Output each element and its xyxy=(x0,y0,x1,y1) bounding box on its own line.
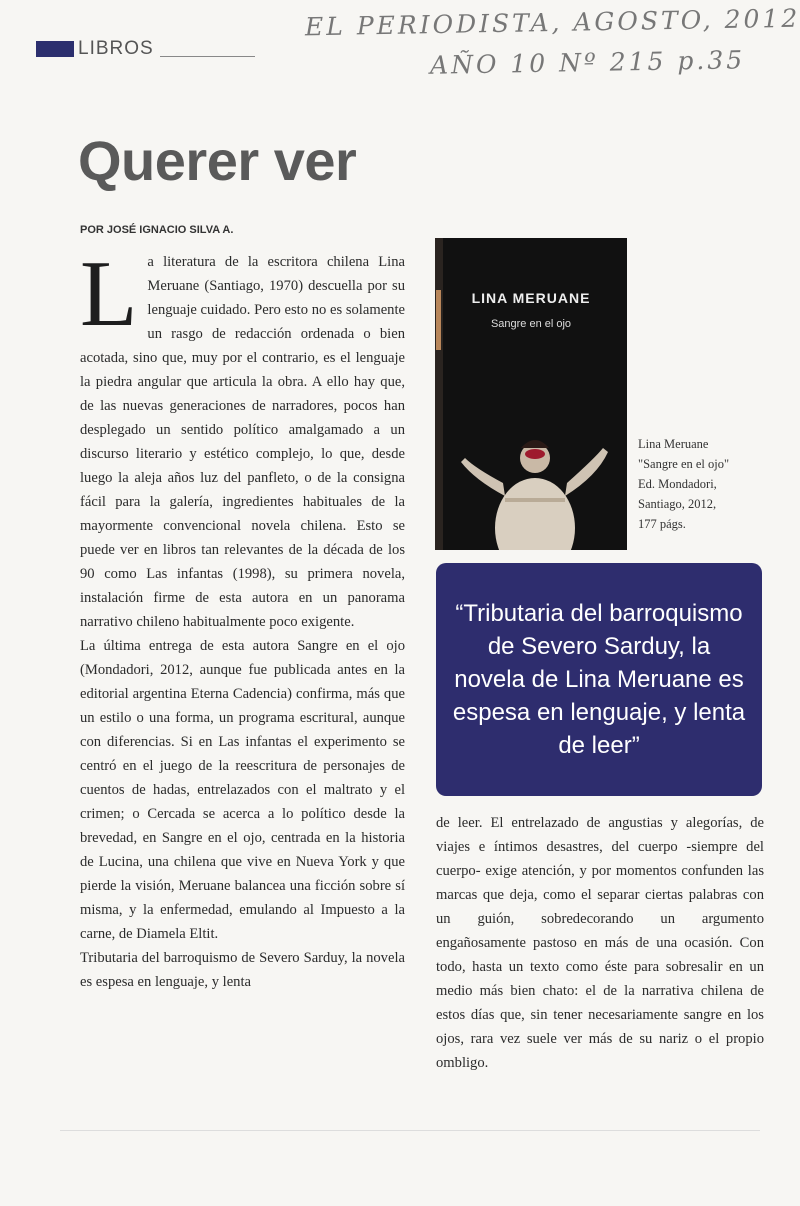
paragraph-3: Tributaria del barroquismo de Severo Sarduy, la novela es espesa en lenguaje, y lenta xyxy=(80,950,405,990)
caption-line: "Sangre en el ojo" xyxy=(638,457,730,471)
column-right xyxy=(436,811,764,1075)
cover-author: LINA MERUANE xyxy=(471,290,591,306)
drop-cap: L xyxy=(80,242,138,346)
section-bar xyxy=(36,41,74,57)
book-caption xyxy=(638,434,758,534)
cover-title: Sangre en el ojo xyxy=(490,318,572,330)
paragraph-4: de leer. El entrelazado de angustias y alegorías, de viajes e íntimos desastres, del cuerpo -siempre del cuerpo- exige atención, y por momentos confunden las marcas que deja, como el separar ciertas palabras con un guión, sobredecorando un argumento engañosamente pastoso en más de una ocasión. Con todo, hasta un texto como éste para sobresalir en un medio más bien chato: el de la narrativa chilena de estos días que, sin tener necesariamente sangre en los ojos, rara vez suele ver más de su nariz o el propio ombligo. xyxy=(436,815,764,1071)
section-rule xyxy=(160,56,255,57)
cover-figure-illustration xyxy=(435,388,627,550)
section-label: LIBROS xyxy=(78,38,154,59)
pull-quote-box xyxy=(436,563,762,796)
pull-quote-text: “Tributaria del barroquismo de Severo Sarduy, la novela de Lina Meruane es espesa en lenguaje, y lenta de leer” xyxy=(452,600,746,759)
bottom-rule xyxy=(60,1130,760,1131)
section-header xyxy=(36,38,255,60)
caption-line: Santiago, 2012, xyxy=(638,497,717,511)
paragraph-1-text: a literatura de la escritora chilena Lina Meruane (Santiago, 1970) descuella por su lenguaje cuidado. Pero esto no es solamente un rasgo de redacción ordenada o bien acotada, sino que, muy por el contrario, es el lenguaje la piedra angular que articula la obra. A ello hay que, de las nuevas generaciones de narradores, pocos han desplegado un sentido político amalgamado a un discurso literario y estético complejo, lo que, desde luego la aleja años luz del panfleto, o de la consigna fácil para la galería, ingredientes habituales de la mayormente convencional novela chilena. Esto se puede ver en libros tan relevantes de la década de los 90 como Las infantas (1998), su primera novela, instalación firme de esta autora en un panorama narrativo chileno habitualmente poco exigente. xyxy=(80,254,405,630)
handwritten-note-line-2: AÑO 10 Nº 215 p.35 xyxy=(429,45,746,80)
caption-line: 177 págs. xyxy=(638,517,686,531)
byline: POR JOSÉ IGNACIO SILVA A. xyxy=(80,224,234,236)
caption-line: Lina Meruane xyxy=(638,437,709,451)
paragraph-2: La última entrega de esta autora Sangre en el ojo (Mondadori, 2012, aunque fue publicada antes en la editorial argentina Eterna Cadencia) confirma, más que un estilo o una forma, un programa escritural, aunque con diferencias. Si en Las infantas el experimento se centró en el juego de la reescritura de personajes de cuentos de hadas, entrelazados con el maltrato y el crimen; o Cercada se acerca a lo político desde la brevedad, en Sangre en el ojo, centrada en la historia de Lucina, una chilena que vive en Nueva York y que pierde la visión, Meruane balancea una ficción sobre sí misma, y la enfermedad, emulando al Impuesto a la carne, de Diamela Eltit. xyxy=(80,638,405,942)
column-left xyxy=(80,242,405,994)
paragraph-1 xyxy=(80,242,405,634)
caption-line: Ed. Mondadori, xyxy=(638,477,717,491)
handwritten-note-line-1: EL PERIODISTA, AGOSTO, 2012 xyxy=(304,3,800,42)
article-title: Querer ver xyxy=(78,129,357,192)
book-cover xyxy=(435,238,627,550)
